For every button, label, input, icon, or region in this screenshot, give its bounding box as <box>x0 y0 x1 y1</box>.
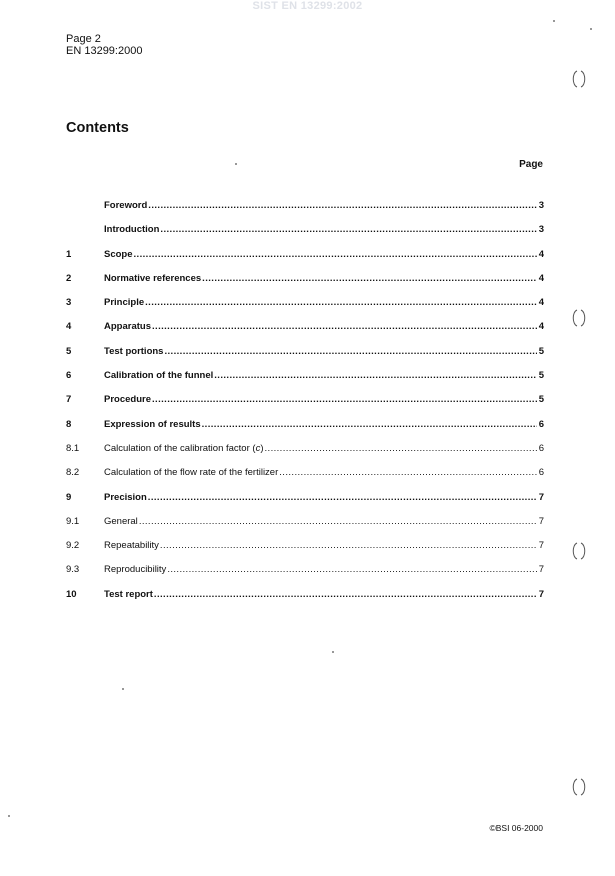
page-number: Page 2 <box>66 33 101 45</box>
toc-dot-leader <box>279 467 537 478</box>
scan-speck <box>332 651 334 653</box>
toc-dot-leader <box>152 321 537 332</box>
toc-entry-number: 9.1 <box>66 515 80 527</box>
toc-entry-page: 6 <box>538 418 544 430</box>
toc-entry-title: Calibration of the funnel <box>104 370 214 382</box>
toc-entry-number: 6 <box>66 370 72 382</box>
toc-dot-leader <box>139 516 537 527</box>
toc-entry-title: Expression of results <box>104 418 201 430</box>
toc-dot-leader <box>202 419 537 430</box>
toc-dot-leader <box>148 200 537 211</box>
toc-dot-leader <box>154 589 537 600</box>
toc-dot-leader <box>148 492 537 503</box>
toc-entry-title: Calculation of the flow rate of the fertilizer <box>104 467 279 479</box>
toc-entry-number: 8 <box>66 418 72 430</box>
toc-dot-leader <box>160 540 537 551</box>
toc-entry-number: 9.3 <box>66 564 80 576</box>
toc-entry-page: 7 <box>538 540 544 552</box>
toc-dot-leader <box>152 394 537 405</box>
toc-entry-number: 8.1 <box>66 442 80 454</box>
toc-entry[interactable] <box>66 564 544 588</box>
toc-entry[interactable] <box>66 321 544 345</box>
toc-dot-leader <box>264 443 537 454</box>
contents-title: Contents <box>66 120 129 136</box>
toc-entry[interactable] <box>66 273 544 297</box>
punch-hole-icon <box>571 70 587 88</box>
toc-entry[interactable] <box>66 516 544 540</box>
page-header <box>66 33 142 57</box>
toc-entry[interactable] <box>66 394 544 418</box>
toc-entry[interactable] <box>66 200 544 224</box>
toc-entry-page: 7 <box>538 588 544 600</box>
toc-entry-number: 7 <box>66 394 72 406</box>
copyright-footer: ©BSI 06-2000 <box>489 823 543 833</box>
toc-entry[interactable] <box>66 540 544 564</box>
standard-number: EN 13299:2000 <box>66 45 143 57</box>
toc-entry[interactable] <box>66 249 544 273</box>
punch-hole-icon <box>571 309 587 327</box>
toc-dot-leader <box>202 273 537 284</box>
toc-dot-leader <box>167 564 537 575</box>
toc-entry-title: Calculation of the calibration factor (c) <box>104 442 264 454</box>
toc-entry-page: 4 <box>538 248 544 260</box>
page-column-label: Page <box>519 159 543 170</box>
toc-entry-title: Normative references <box>104 272 202 284</box>
watermark: SIST EN 13299:2002 <box>252 0 363 12</box>
toc-entry-page: 7 <box>538 564 544 576</box>
toc-entry-title: Apparatus <box>104 321 151 333</box>
table-of-contents <box>66 200 544 613</box>
toc-entry[interactable] <box>66 297 544 321</box>
toc-dot-leader <box>214 370 537 381</box>
toc-entry[interactable] <box>66 589 544 613</box>
punch-hole-icon <box>571 778 587 796</box>
toc-dot-leader <box>160 224 537 235</box>
toc-entry[interactable] <box>66 419 544 443</box>
toc-entry-number: 9.2 <box>66 540 80 552</box>
toc-entry[interactable] <box>66 224 544 248</box>
scan-speck <box>8 815 10 817</box>
toc-entry-page: 7 <box>538 491 544 503</box>
toc-entry[interactable] <box>66 346 544 370</box>
toc-entry-title: Scope <box>104 248 133 260</box>
toc-entry[interactable] <box>66 443 544 467</box>
toc-entry-page: 3 <box>538 224 544 236</box>
scan-speck <box>590 28 592 30</box>
toc-entry-page: 5 <box>538 345 544 357</box>
toc-entry-title: Foreword <box>104 200 148 211</box>
toc-entry-page: 5 <box>538 394 544 406</box>
toc-entry-number: 10 <box>66 588 77 600</box>
scan-speck <box>235 163 237 165</box>
toc-entry[interactable] <box>66 467 544 491</box>
toc-entry-number: 4 <box>66 321 72 333</box>
toc-dot-leader <box>134 249 537 260</box>
toc-dot-leader <box>145 297 537 308</box>
toc-entry[interactable] <box>66 370 544 394</box>
toc-entry-page: 3 <box>538 200 544 211</box>
toc-dot-leader <box>164 346 537 357</box>
toc-entry[interactable] <box>66 492 544 516</box>
toc-entry-page: 4 <box>538 297 544 309</box>
toc-entry-title: Test report <box>104 588 153 600</box>
toc-entry-number: 3 <box>66 297 72 309</box>
toc-entry-number: 1 <box>66 248 72 260</box>
toc-entry-title: Test portions <box>104 345 164 357</box>
toc-entry-page: 6 <box>538 467 544 479</box>
toc-entry-number: 2 <box>66 272 72 284</box>
toc-entry-number: 5 <box>66 345 72 357</box>
toc-entry-title: Reproducibility <box>104 564 167 576</box>
toc-entry-page: 6 <box>538 442 544 454</box>
toc-entry-page: 7 <box>538 515 544 527</box>
toc-entry-title: Introduction <box>104 224 160 236</box>
toc-entry-page: 5 <box>538 370 544 382</box>
toc-entry-title: Repeatability <box>104 540 159 552</box>
toc-entry-page: 4 <box>538 272 544 284</box>
toc-entry-title: Procedure <box>104 394 151 406</box>
toc-entry-title: Principle <box>104 297 145 309</box>
toc-entry-title: Precision <box>104 491 147 503</box>
scan-speck <box>122 688 124 690</box>
toc-entry-number: 9 <box>66 491 72 503</box>
toc-entry-page: 4 <box>538 321 544 333</box>
toc-entry-number: 8.2 <box>66 467 80 479</box>
punch-hole-icon <box>571 542 587 560</box>
toc-entry-title: General <box>104 515 138 527</box>
scan-speck <box>553 20 555 22</box>
